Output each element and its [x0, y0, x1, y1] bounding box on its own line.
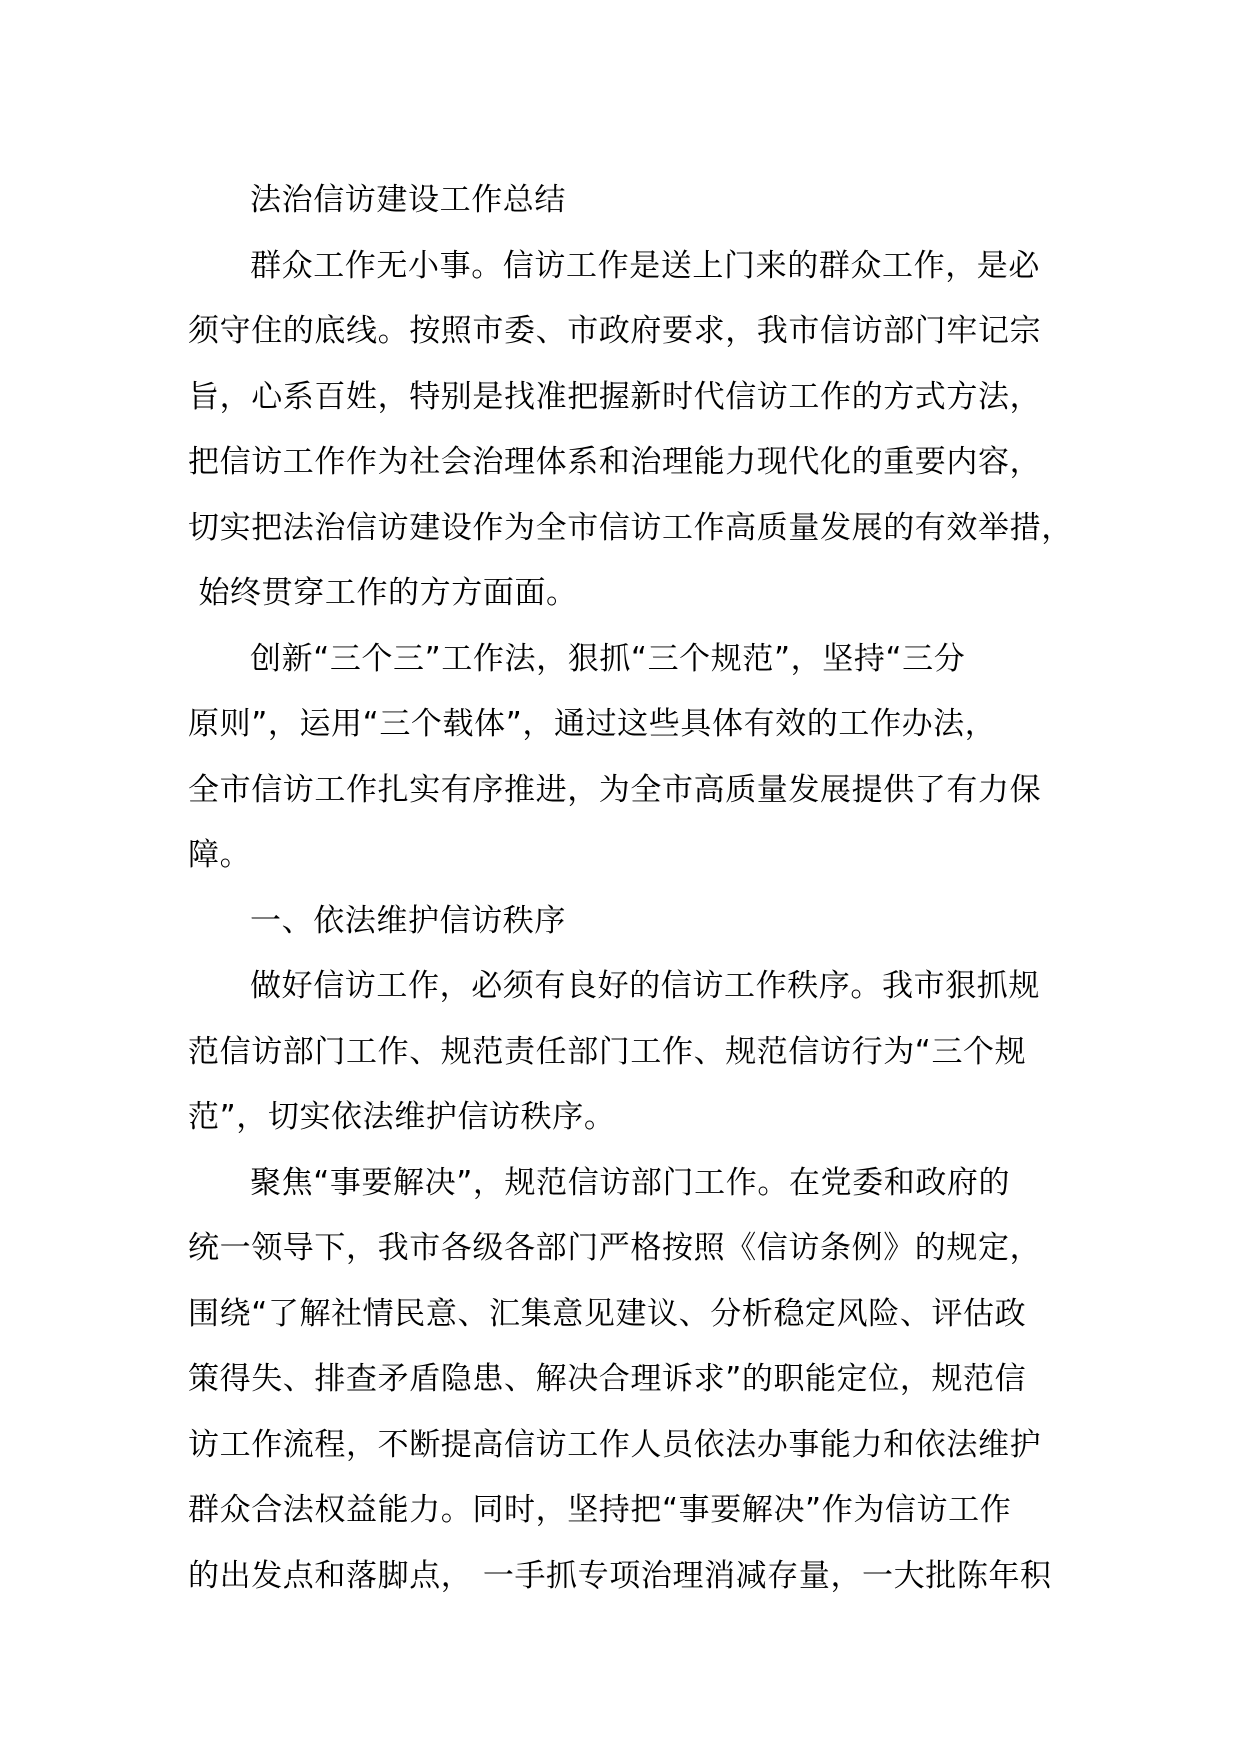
paragraph-line: 旨，心系百姓，特别是找准把握新时代信访工作的方式方法，: [188, 378, 1042, 415]
paragraph-focus: [188, 1151, 1088, 1610]
section-heading-text: 一、依法维护信访秩序: [250, 902, 566, 939]
paragraph-line: 围绕“了解社情民意、汇集意见建议、分析稳定风险、评估政: [188, 1295, 1027, 1332]
paragraph-summary: [188, 627, 1088, 889]
paragraph-line: 做好信访工作，必须有良好的信访工作秩序。我市狠抓规: [250, 968, 1040, 1004]
paragraph-line: 障。: [188, 837, 252, 873]
paragraph-line: 范信访部门工作、规范责任部门工作、规范信访行为“三个规: [188, 1033, 1027, 1070]
paragraph-line: 统一领导下，我市各级各部门严格按照《信访条例》的规定，: [188, 1230, 1042, 1266]
paragraph-line: 群众工作无小事。信访工作是送上门来的群众工作，是必: [250, 247, 1040, 284]
paragraph-line: 切实把法治信访建设作为全市信访工作高质量发展的有效举措，: [188, 509, 1073, 546]
title-line: 法治信访建设工作总结: [250, 182, 566, 218]
paragraph-line: 的出发点和落脚点， 一手抓专项治理消减存量，一大批陈年积: [188, 1557, 1052, 1594]
paragraph-order: [188, 954, 1088, 1151]
section-heading: [188, 889, 1088, 955]
paragraph-line: 把信访工作作为社会治理体系和治理能力现代化的重要内容，: [188, 444, 1042, 480]
paragraph-line: 原则”，运用“三个载体”，通过这些具体有效的工作办法，: [188, 706, 997, 742]
paragraph-line: 群众合法权益能力。同时，坚持把“事要解决”作为信访工作: [188, 1492, 1012, 1528]
paragraph-line: 聚焦“事要解决”，规范信访部门工作。在党委和政府的: [250, 1164, 1011, 1201]
document-body: [188, 168, 1088, 1609]
paragraph-intro: [188, 234, 1088, 627]
paragraph-line: 范”，切实依法维护信访秩序。: [188, 1099, 616, 1135]
paragraph-line: 创新“三个三”工作法，狠抓“三个规范”，坚持“三分: [250, 640, 966, 677]
paragraph-line: 策得失、排查矛盾隐患、解决合理诉求”的职能定位，规范信: [188, 1361, 1027, 1397]
paragraph-line: 须守住的底线。按照市委、市政府要求，我市信访部门牢记宗: [188, 313, 1042, 349]
paragraph-line: 全市信访工作扎实有序推进，为全市高质量发展提供了有力保: [188, 771, 1042, 808]
document-title: [188, 168, 1088, 234]
paragraph-line: 访工作流程，不断提高信访工作人员依法办事能力和依法维护: [188, 1426, 1042, 1463]
paragraph-line: 始终贯穿工作的方方面面。: [188, 575, 578, 611]
